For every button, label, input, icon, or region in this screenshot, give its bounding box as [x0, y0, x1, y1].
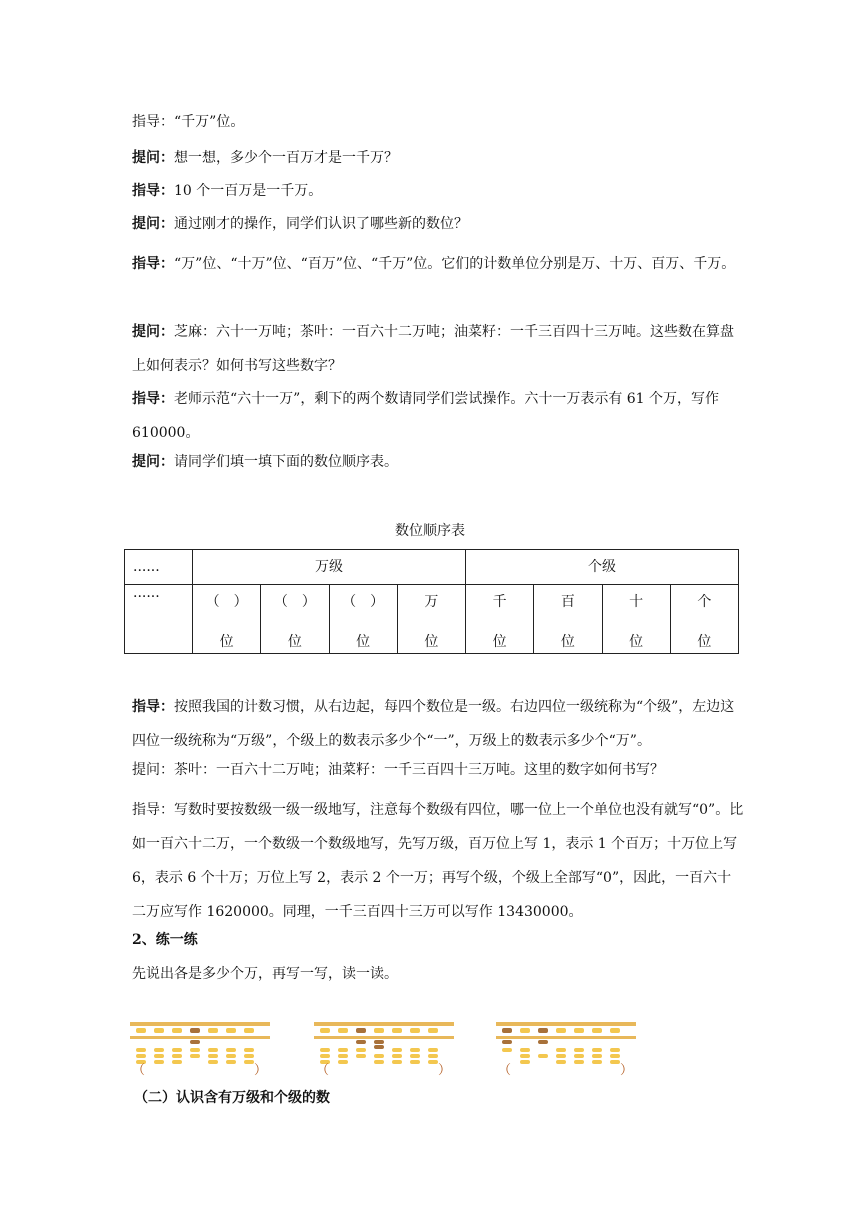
para-10: 提问：茶叶：一百六十二万吨；油菜籽：一千三百四十三万吨。这里的数字如何书写？	[132, 762, 664, 778]
para-9: 指导：按照我国的计数习惯，从右边起，每四个数位是一级。右边四位一级统称为“个级”，左边这四位一级统称为“万级”，个级上的数表示多少个“一”，万级上的数表示多少个“万”。	[132, 699, 735, 749]
practice-instruction: 先说出各是多少个万，再写一写，读一读。	[132, 966, 398, 982]
para-4: 提问：通过刚才的操作，同学们认识了哪些新的数位？	[132, 216, 468, 232]
para-3: 指导：10 个一百万是一千万。	[132, 183, 323, 199]
abacus-3	[494, 1020, 640, 1076]
section-practice-heading: 2、练一练	[132, 932, 198, 948]
digit-cell: 百 位	[534, 585, 602, 654]
svg-text:（: （	[132, 1063, 146, 1076]
abacus-2	[312, 1020, 458, 1076]
para-7: 指导：老师示范“六十一万”，剩下的两个数请同学们尝试操作。六十一万表示有 61 个万，写作 610000。	[132, 391, 720, 441]
digit-cell: （ ） 位	[261, 585, 329, 654]
digit-cell: （ ） 位	[329, 585, 397, 654]
group-wan: 万级	[193, 550, 466, 585]
para-11: 指导：写数时要按数级一级一级地写，注意每个数级有四位，哪一位上一个单位也没有就写“0”。比如一百六十二万，一个数级一个数级地写，先写万级，百万位上写 1，表示 1 个百万；十万位上写 6，表示 6 个十万；万位上写 2，表示 2 个一万；再写个级，个级上全部写“0”，因此，一百六十二万应写作 1620000。同理，一千三百四十三万可以写作 13430000。	[132, 802, 744, 920]
group-ge: 个级	[466, 550, 739, 585]
para-1: 指导：“千万”位。	[132, 114, 245, 130]
para-6: 提问：芝麻：六十一万吨；茶叶：一百六十二万吨；油菜籽：一千三百四十三万吨。这些数在算盘上如何表示？如何书写这些数字？	[132, 324, 734, 374]
para-8: 提问：请同学们填一填下面的数位顺序表。	[132, 454, 398, 470]
para-2: 提问：想一想，多少个一百万才是一千万？	[132, 150, 398, 166]
svg-text:）: ）	[438, 1063, 452, 1076]
table-caption: 数位顺序表	[395, 523, 465, 539]
digit-order-table	[124, 549, 739, 654]
digit-cell: 个 位	[670, 585, 738, 654]
abacus-1	[128, 1020, 274, 1076]
table-dots: ......	[125, 585, 193, 654]
svg-text:）: ）	[620, 1063, 634, 1076]
para-5: 指导：“万”位、“十万”位、“百万”位、“千万”位。它们的计数单位分别是万、十万、百万、千万。	[132, 256, 736, 272]
svg-text:（: （	[316, 1063, 330, 1076]
digit-cell: 千 位	[466, 585, 534, 654]
section-two-heading: （二）认识含有万级和个级的数	[134, 1090, 330, 1106]
digit-cell: 万 位	[397, 585, 465, 654]
svg-text:（: （	[498, 1063, 512, 1076]
table-dots: ......	[125, 550, 193, 585]
digit-cell: （ ） 位	[193, 585, 261, 654]
digit-cell: 十 位	[602, 585, 670, 654]
svg-text:）: ）	[254, 1063, 268, 1076]
